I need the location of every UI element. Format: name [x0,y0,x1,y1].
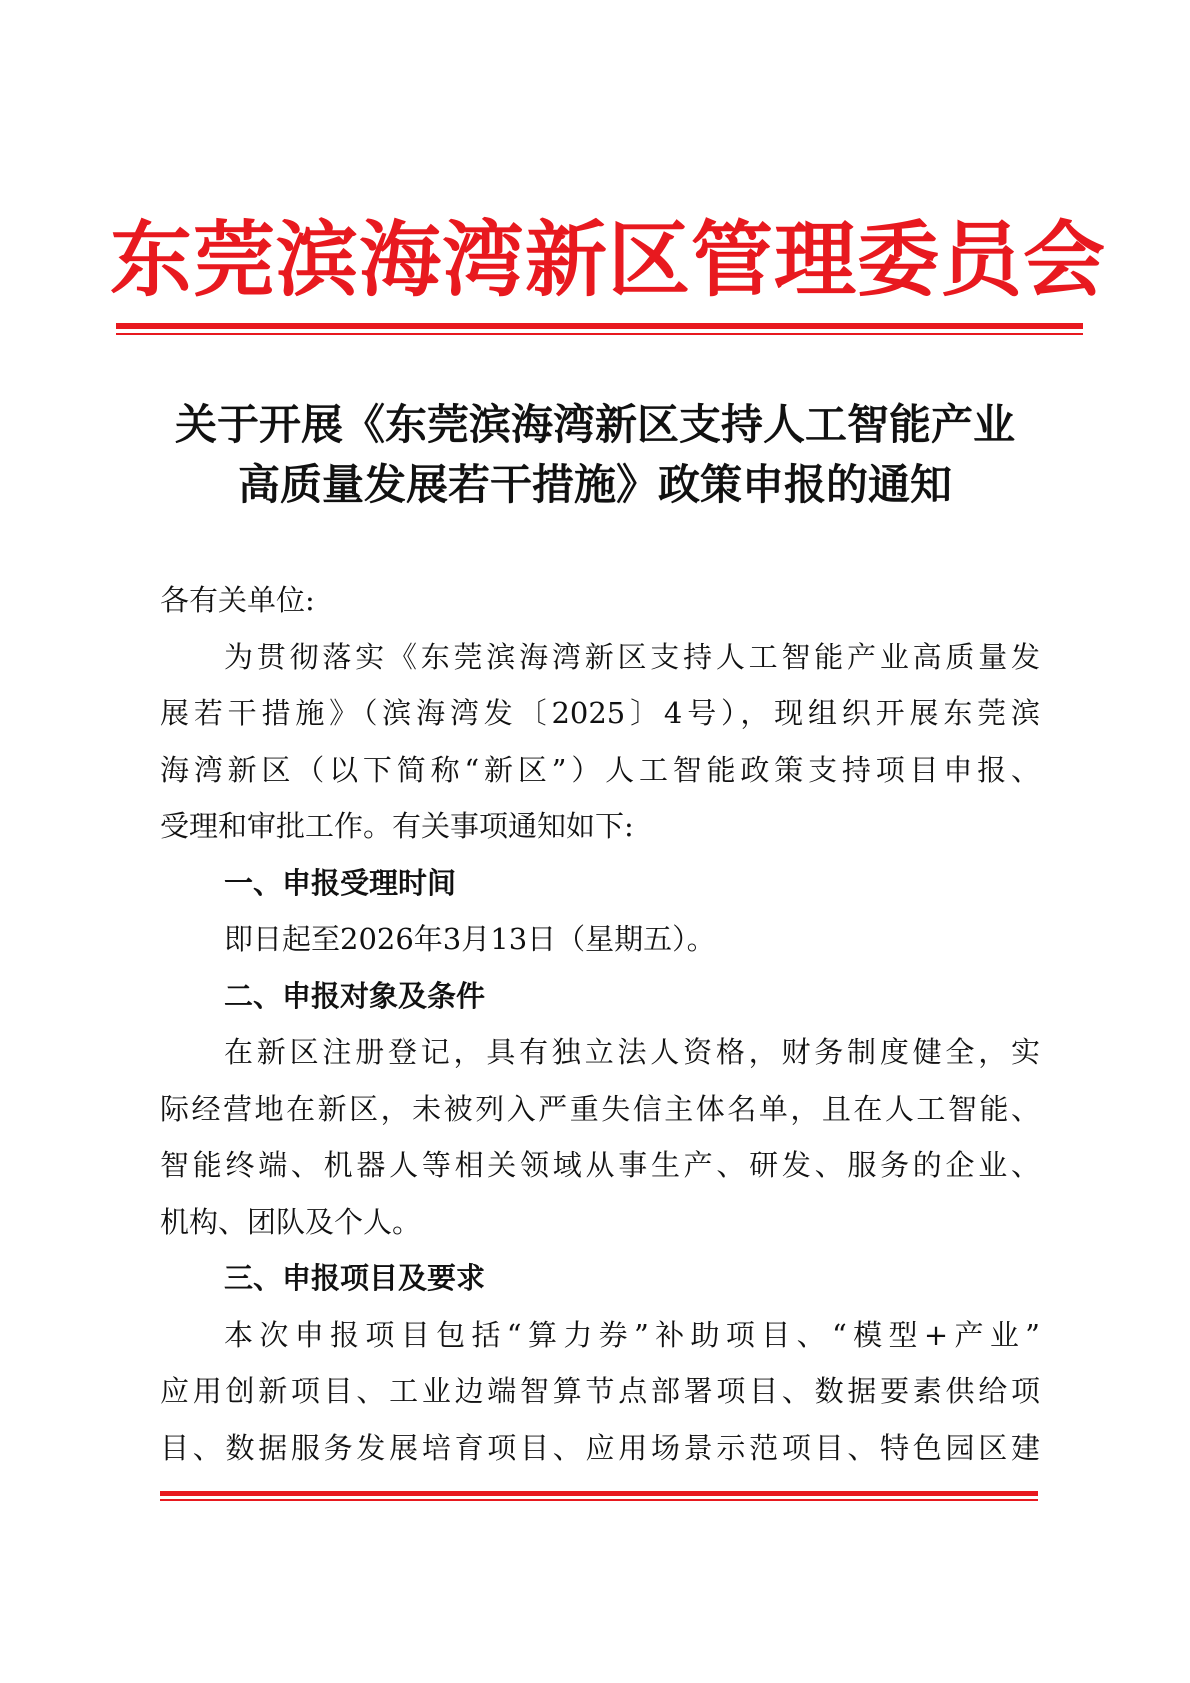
paragraph-line: 目、数据服务发展培育项目、应用场景示范项目、特色园区建 [160,1430,1040,1465]
paragraph-line: 机构、团队及个人。 [160,1204,422,1239]
paragraph-line: 为贯彻落实《东莞滨海湾新区支持人工智能产业高质量发 [224,639,1040,674]
document-title-line-1: 关于开展《东莞滨海湾新区支持人工智能产业 [174,400,1015,449]
section-heading: 二、申报对象及条件 [224,978,486,1013]
paragraph-line: 应用创新项目、工业边端智算节点部署项目、数据要素供给项 [160,1374,1040,1408]
paragraph-line: 海湾新区（以下简称“新区”）人工智能政策支持项目申报、 [160,752,1040,787]
document-body [160,572,1040,1476]
masthead-red-rule-thick [116,323,1083,329]
document-title [140,395,1050,515]
section-heading: 一、申报受理时间 [224,865,457,900]
document-title-line-2: 高质量发展若干措施》政策申报的通知 [237,460,952,509]
footer-red-rule-thick [160,1491,1038,1496]
section-heading: 三、申报项目及要求 [224,1261,486,1295]
footer-red-rule-thin [160,1499,1038,1501]
paragraph-line: 展若干措施》（滨海湾发〔2025〕4号），现组织开展东莞滨 [160,696,1040,730]
paragraph-line: 智能终端、机器人等相关领域从事生产、研发、服务的企业、 [160,1148,1040,1182]
masthead-red-rule-thin [116,333,1083,335]
paragraph-line: 际经营地在新区，未被列入严重失信主体名单，且在人工智能、 [160,1091,1040,1126]
paragraph-line: 本次申报项目包括“算力券”补助项目、“模型+产业” [224,1317,1040,1352]
salutation: 各有关单位: [160,583,315,617]
paragraph-line: 受理和审批工作。有关事项通知如下: [160,809,634,843]
paragraph-line: 在新区注册登记，具有独立法人资格，财务制度健全，实 [224,1035,1040,1069]
paragraph-line: 即日起至2026年3月13日（星期五）。 [224,922,716,956]
agency-masthead: 东莞滨海湾新区管理委员会 [110,212,1107,308]
